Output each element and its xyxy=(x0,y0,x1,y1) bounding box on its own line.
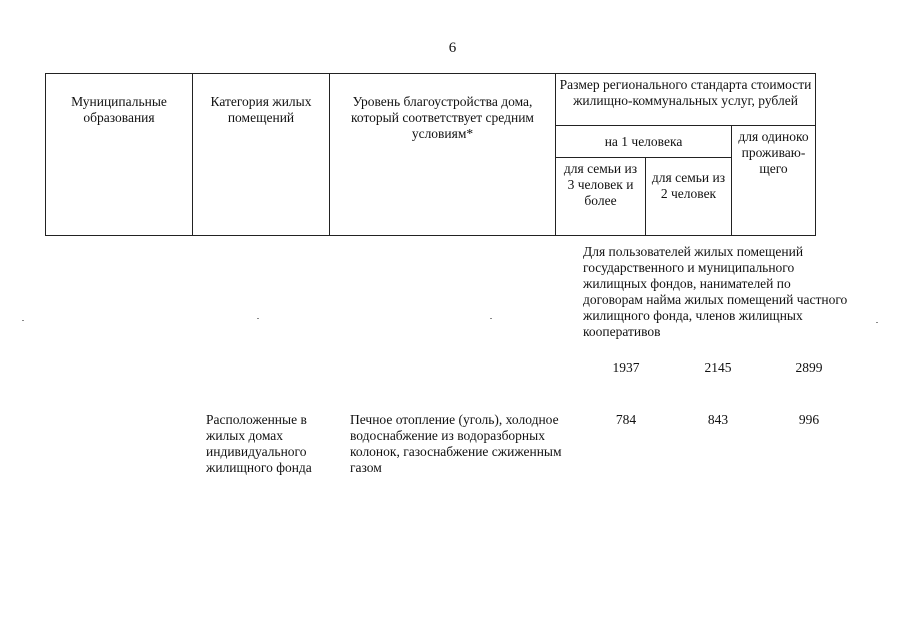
header-amenity-level: Уровень благоустройства дома, который соответствует средним условиям* xyxy=(330,74,556,236)
value-single-row2: 996 xyxy=(798,412,820,427)
scan-speck xyxy=(876,322,878,323)
page-number: 6 xyxy=(448,40,457,56)
header-housing-category: Категория жилых помещений xyxy=(193,74,330,236)
value-family-2-row1: 2145 xyxy=(704,360,732,375)
category-row2: Расположенные в жилых домах индивидуального жилищного фонда xyxy=(206,412,312,475)
users-note: Для пользователей жилых помещений государственного и муниципального жилищных фондов, нанимателей по договорам найма жилых помещений частного жилищного фонда, членов жилищных кооперативов xyxy=(583,244,848,339)
value-single-row1: 2899 xyxy=(795,360,823,375)
scan-speck xyxy=(257,318,259,319)
header-municipalities: Муниципальные образования xyxy=(46,74,193,236)
header-family-2: для семьи из 2 человек xyxy=(646,158,732,236)
value-family-2-row2: 843 xyxy=(707,412,729,427)
table-header xyxy=(45,73,816,236)
header-family-3: для семьи из 3 человек и более xyxy=(556,158,646,236)
amenity-level-row2: Печное отопление (уголь), холодное водоснабжение из водоразборных колонок, газоснабжение сжиженным газом xyxy=(350,412,562,475)
value-family-3-row1: 1937 xyxy=(612,360,640,375)
header-standard-size: Размер регионального стандарта стоимости жилищно-коммунальных услуг, рублей xyxy=(556,74,816,126)
scan-speck xyxy=(22,320,24,321)
value-family-3-row2: 784 xyxy=(615,412,637,427)
header-single: для одиноко проживаю-щего xyxy=(732,126,816,236)
scan-speck xyxy=(490,318,492,319)
header-per-person: на 1 человека xyxy=(556,126,732,158)
